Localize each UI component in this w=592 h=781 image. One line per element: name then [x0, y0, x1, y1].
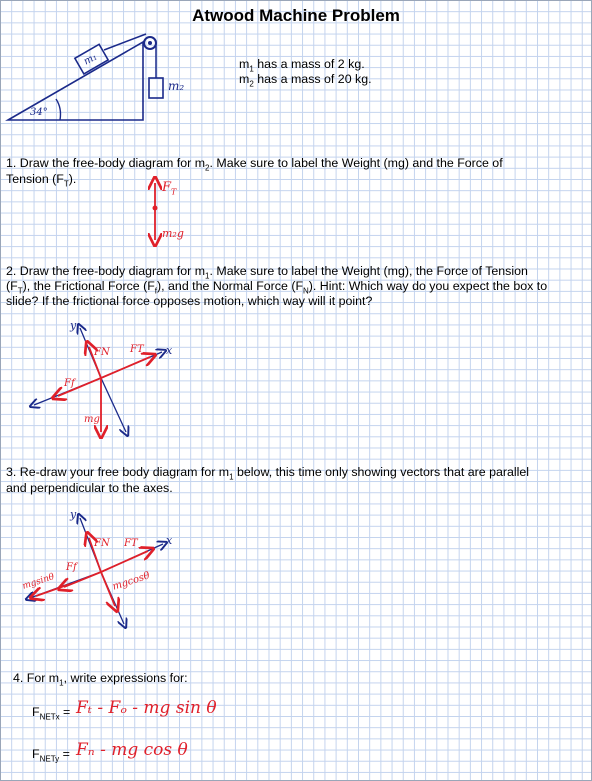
- block2-label: m₂: [168, 79, 185, 93]
- given-m2: $m_2$ has a mass of 20 kg.: [239, 72, 372, 89]
- fnety-expression: Fₙ - mg cos θ: [76, 740, 188, 760]
- q3-line2: and perpendicular to the axes.: [6, 481, 173, 495]
- q2-y-label: y: [70, 319, 77, 332]
- q3-line1: 3. Re-draw your free body diagram for $m_1$ below, this time only showing vectors that are parallel: [6, 465, 530, 482]
- given-m1: $m_1$ has a mass of 2 kg.: [239, 57, 365, 74]
- q3-perp-label: mgcosθ: [111, 570, 152, 593]
- q2-normal-label: FN: [94, 347, 110, 358]
- q2-line2: $(F_T)$, the Frictional Force $(F_f)$, and the Normal Force $(F_N)$. Hint: Which way do you expect the box to: [6, 279, 548, 296]
- q1-tension-label: $F_T$: [162, 180, 177, 197]
- q3-parallel-label: mgsinθ: [21, 572, 56, 592]
- q4-line1: 4. For $m_1$, write expressions for:: [13, 671, 188, 688]
- block1-label: m₁: [81, 51, 100, 68]
- page-title: Atwood Machine Problem: [192, 6, 400, 25]
- q3-tension-label: FT: [124, 538, 138, 549]
- q3-tension-arrow: [101, 551, 148, 572]
- fnetx-row: $F_{NETx}$ =: [32, 705, 71, 722]
- q1-line1: 1. Draw the free-body diagram for $m_2$. Make sure to label the Weight (mg) and the Force of: [6, 156, 503, 173]
- q2-tension-label: FT: [130, 344, 144, 355]
- q2-line1: 2. Draw the free-body diagram for $m_1$. Make sure to label the Weight (mg), the Force of Tension: [6, 264, 528, 281]
- q3-y-label: y: [70, 508, 77, 521]
- q2-friction-label: Ff: [64, 378, 75, 389]
- q3-friction-label: Ff: [66, 562, 77, 573]
- q1-weight-label: m₂g: [162, 227, 184, 240]
- fnetx-expression: Fₜ - Fₒ - mg sin θ: [76, 698, 217, 718]
- q2-line3: slide? If the frictional force opposes motion, which way will it point?: [6, 294, 373, 308]
- q2-x-label: x: [166, 344, 173, 357]
- q2-weight-label: mg: [84, 414, 100, 425]
- q3-x-label: x: [166, 534, 173, 547]
- q1-line2: Tension $(F_T)$.: [6, 172, 77, 189]
- angle-label: 34°: [30, 107, 48, 118]
- q3-normal-label: FN: [94, 538, 110, 549]
- fnety-row: $F_{NETy}$ =: [32, 747, 70, 764]
